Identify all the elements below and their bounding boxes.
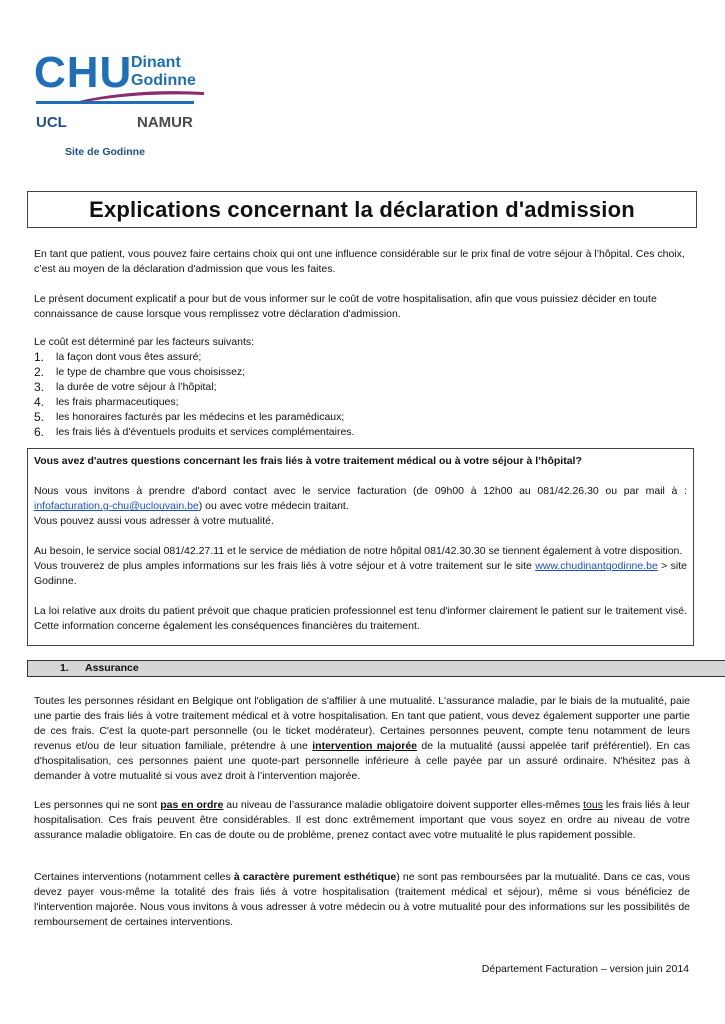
list-item-text: les honoraires facturés par les médecins et les paramédicaux;: [56, 411, 345, 423]
list-item: [34, 410, 690, 425]
logo-chu-text: CHU: [34, 48, 133, 97]
section-number: 1.: [60, 662, 69, 674]
list-item: [34, 380, 690, 395]
list-item-number: 1.: [34, 350, 45, 364]
patient-rights-paragraph: La loi relative aux droits du patient prévoit que chaque praticien professionnel est tenu d'informer clairement le patient sur le traitement visé. Cette information concerne également les conséquences financières du traitement.: [34, 605, 687, 632]
esthetique-emphasis: à caractère purement esthétique: [233, 871, 397, 883]
intro-p1-text: En tant que patient, vous pouvez faire certains choix qui ont une influence considérable sur le prix final de votre séjour à l’hôpital. Ces choix, c’est au moyen de la déclaration d'admission que vous les faites.: [34, 248, 685, 275]
info-box-contact-paragraph: [34, 484, 687, 514]
list-item-text: les frais liés à d'éventuels produits et services complémentaires.: [56, 426, 355, 438]
social-service-paragraph: Au besoin, le service social 081/42.27.11 et le service de médiation de notre hôpital 081/42.30.30 se tiennent également à votre disposition.: [34, 545, 683, 557]
factors-list: [34, 350, 690, 440]
chu-logo: [34, 48, 204, 138]
list-item: [34, 395, 690, 410]
list-item: [34, 350, 690, 365]
assurance-p2-text-mid: au niveau de l’assurance maladie obligatoire doivent supporter elles-mêmes: [223, 799, 584, 811]
title-box: [27, 191, 697, 228]
list-item-number: 2.: [34, 365, 45, 379]
intro-p2-text: Le présent document explicatif a pour but de vous informer sur le coût de votre hospitalisation, afin que vous puissiez décider en toute connaissance de cause lorsque vous remplissez votre déclaration d'admission.: [34, 293, 657, 320]
page-title: Explications concernant la déclaration d'admission: [89, 196, 635, 222]
assurance-paragraph-2: [34, 798, 690, 843]
assurance-p2-text: Les personnes qui ne sont: [34, 799, 161, 811]
assurance-paragraph-1: [34, 694, 690, 784]
list-item: [34, 365, 690, 380]
logo-godinne-text: Godinne: [131, 72, 196, 89]
assurance-p2-text-end: les frais liés à leur hospitalisation. Ces frais peuvent être considérables. Il est donc extrêmement important que vous soyez en ordre au niveau de votre assurance maladie obligatoire. En cas de doute ou de problème, prenez contact avec votre mutualité le plus rapidement possible.: [34, 799, 691, 841]
list-item-number: 6.: [34, 425, 45, 439]
list-item-number: 5.: [34, 410, 45, 424]
list-item-text: le type de chambre que vous choisissez;: [56, 366, 246, 378]
tous-emphasis: tous: [583, 799, 603, 811]
site-name: Site de Godinne: [65, 146, 145, 158]
intro-paragraph-3: [34, 335, 690, 440]
logo-dinant-text: Dinant: [131, 54, 181, 71]
list-item-number: 4.: [34, 395, 45, 409]
assurance-paragraph-3: [34, 870, 690, 930]
logo-namur-text: NAMUR: [137, 114, 193, 131]
intervention-majoree-emphasis: intervention majorée: [312, 740, 418, 752]
contact-text: Nous vous invitons à prendre d'abord contact avec le service facturation (de 09h00 à 12h00 au 081/42.26.30 ou par mail à :: [34, 485, 687, 497]
list-item-text: la durée de votre séjour à l’hôpital;: [56, 381, 217, 393]
list-item-text: les frais pharmaceutiques;: [56, 396, 179, 408]
website-link[interactable]: www.chudinantgodinne.be: [535, 560, 658, 572]
website-paragraph: [34, 559, 687, 589]
intro-paragraph-2: [34, 292, 690, 322]
website-text-end: > site Godinne.: [34, 560, 687, 587]
assurance-p3-text-end: ) ne sont pas remboursées par la mutualité. Dans ce cas, vous devez payer vous-même la totalité des frais liés à votre hospitalisation (traitement médical et séjour), même si vous bénéficiez de l'intervention majorée. Nous vous invitons à vous adresser à votre médecin ou à votre mutualité pour des informations sur les possibilités de remboursement de certaines interventions.: [34, 871, 690, 928]
logo-bar: [36, 101, 194, 104]
list-item-number: 3.: [34, 380, 45, 394]
pas-en-ordre-emphasis: pas en ordre: [160, 799, 224, 811]
mutualite-line: Vous pouvez aussi vous adresser à votre mutualité.: [34, 515, 274, 527]
website-text: Vous trouverez de plus amples informations sur les frais liés à votre séjour et à votre traitement sur le site: [34, 560, 536, 572]
intro-paragraph-1: [34, 247, 690, 277]
list-item: [34, 425, 690, 440]
assurance-p1-text: Toutes les personnes résidant en Belgique ont l'obligation de s'affilier à une mutualité. L'assurance maladie, par le biais de la mutualité, paie une partie des frais liés à votre traitement médical et à votre hospitalisation. En tant que patient, vous devez également supporter une partie de ces frais. C'est la quote-part personnelle (ou le ticket modérateur). Certaines personnes peuvent, compte tenu notamment de leurs revenus et/ou de leur situation familiale, prétendre à une: [34, 695, 690, 752]
contact-text-end: ) ou avec votre médecin traitant.: [198, 500, 349, 512]
section-header-assurance: [27, 660, 725, 677]
intro-p3-text: Le coût est déterminé par les facteurs suivants:: [34, 336, 255, 348]
logo-ucl-text: UCL: [36, 114, 67, 131]
assurance-p1-text-end: de la mutualité (aussi appelée tarif préférentiel). En cas d'hospitalisation, ces personnes paient une quote-part personnelle inférieure à celle payée par un assuré ordinaire. N'hésitez pas à demander à votre mutualité si vous avez droit à l’intervention majorée.: [34, 740, 691, 782]
list-item-text: la façon dont vous êtes assuré;: [56, 351, 202, 363]
section-title: Assurance: [85, 662, 139, 674]
questions-info-box: [27, 448, 694, 646]
assurance-p3-text: Certaines interventions (notamment celles: [34, 871, 234, 883]
email-link[interactable]: infofacturation.g-chu@uclouvain.be: [34, 500, 199, 512]
page-footer: Département Facturation – version juin 2014: [481, 963, 689, 975]
info-box-heading: Vous avez d'autres questions concernant les frais liés à votre traitement médical ou à votre séjour à l’hôpital?: [34, 455, 582, 467]
